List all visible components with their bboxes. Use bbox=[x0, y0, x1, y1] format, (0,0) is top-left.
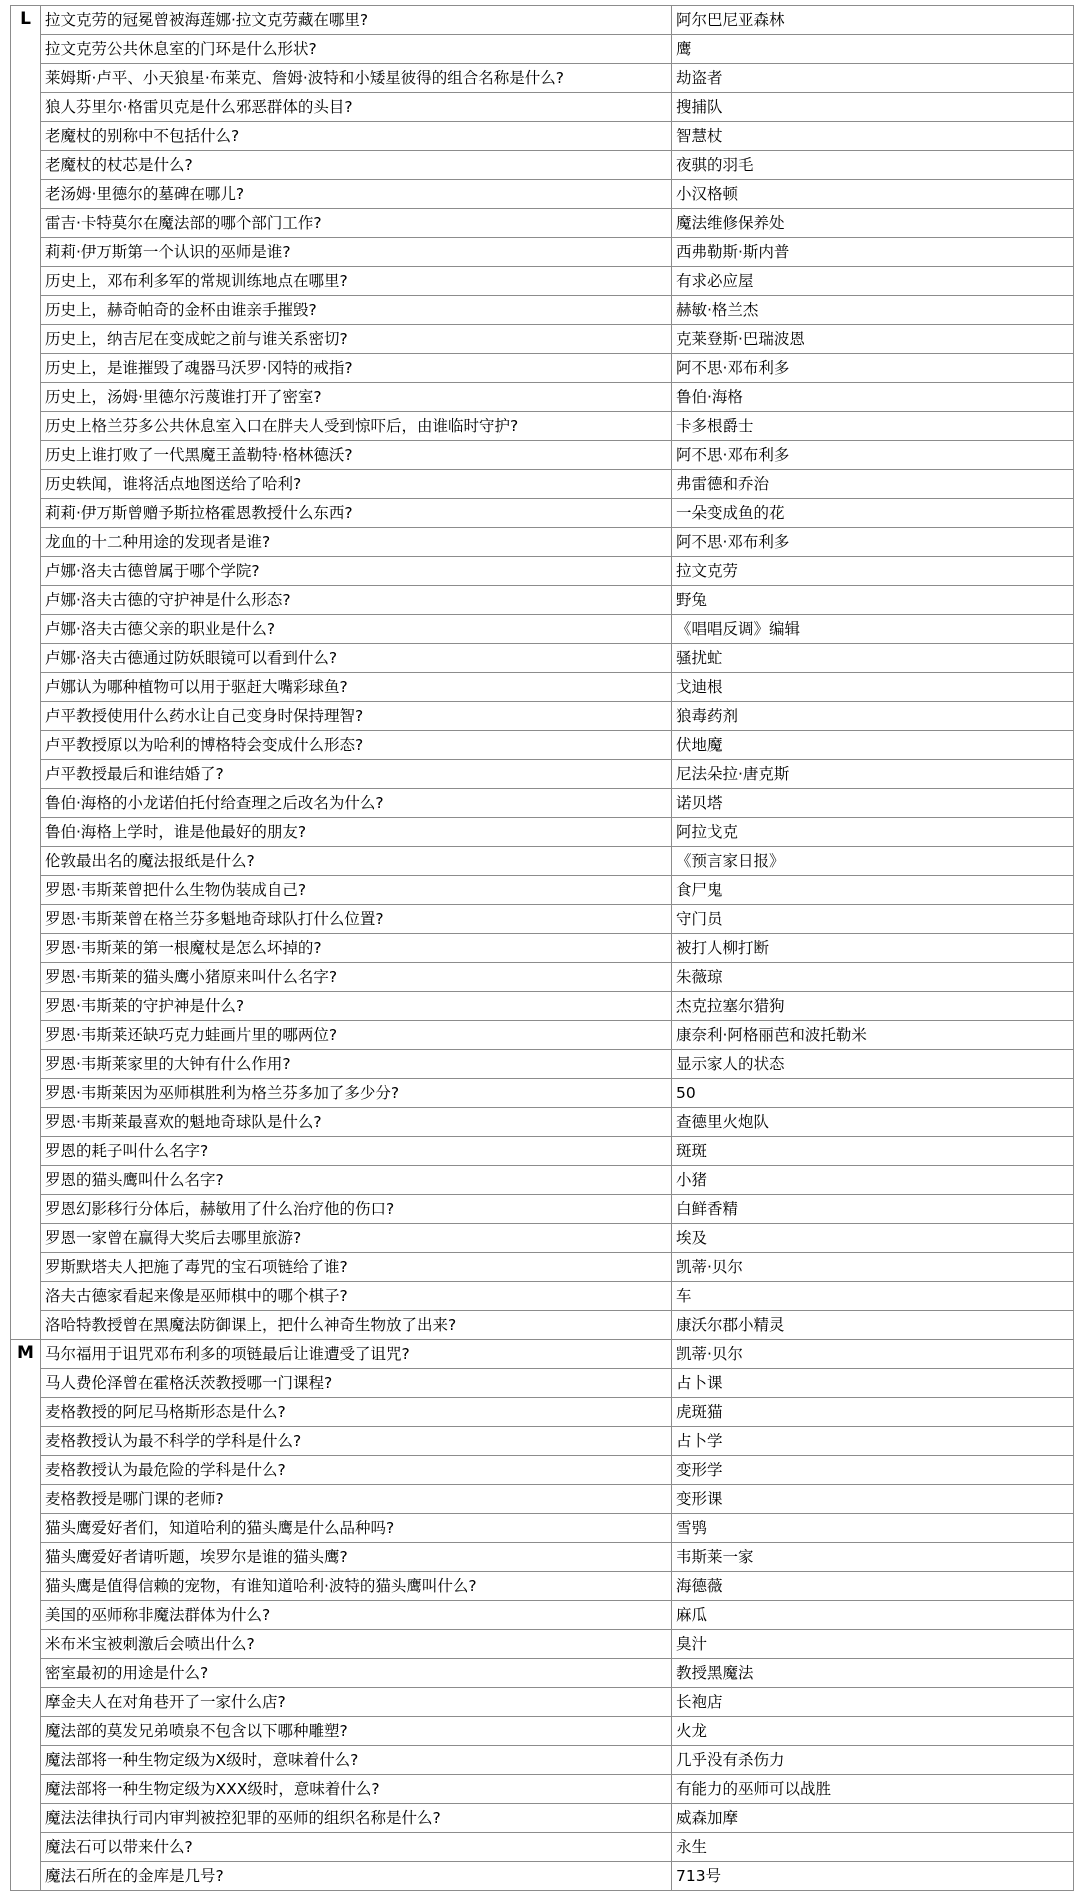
table-row bbox=[11, 847, 1074, 876]
answer-cell: 长袍店 bbox=[672, 1688, 1074, 1717]
question-cell: 麦格教授的阿尼马格斯形态是什么? bbox=[41, 1398, 672, 1427]
table-row bbox=[11, 1746, 1074, 1775]
answer-cell: 被打人柳打断 bbox=[672, 934, 1074, 963]
question-cell: 历史上谁打败了一代黑魔王盖勒特·格林德沃? bbox=[41, 441, 672, 470]
table-row bbox=[11, 180, 1074, 209]
table-row bbox=[11, 1369, 1074, 1398]
question-cell: 罗恩·韦斯莱的猫头鹰小猪原来叫什么名字? bbox=[41, 963, 672, 992]
answer-cell: 食尸鬼 bbox=[672, 876, 1074, 905]
table-row bbox=[11, 1050, 1074, 1079]
question-cell: 魔法石可以带来什么? bbox=[41, 1833, 672, 1862]
table-row bbox=[11, 441, 1074, 470]
table-row bbox=[11, 238, 1074, 267]
table-row bbox=[11, 412, 1074, 441]
question-cell: 卢娜·洛夫古德通过防妖眼镜可以看到什么? bbox=[41, 644, 672, 673]
table-row bbox=[11, 267, 1074, 296]
question-cell: 历史上格兰芬多公共休息室入口在胖夫人受到惊吓后，由谁临时守护? bbox=[41, 412, 672, 441]
section-letter: M bbox=[11, 1340, 41, 1891]
question-cell: 老魔杖的别称中不包括什么? bbox=[41, 122, 672, 151]
table-row bbox=[11, 1311, 1074, 1340]
question-cell: 洛哈特教授曾在黑魔法防御课上，把什么神奇生物放了出来? bbox=[41, 1311, 672, 1340]
question-cell: 罗斯默塔夫人把施了毒咒的宝石项链给了谁? bbox=[41, 1253, 672, 1282]
answer-cell: 变形学 bbox=[672, 1456, 1074, 1485]
question-cell: 麦格教授认为最不科学的学科是什么? bbox=[41, 1427, 672, 1456]
table-row bbox=[11, 93, 1074, 122]
answer-cell: 阿不思·邓布利多 bbox=[672, 354, 1074, 383]
question-cell: 罗恩·韦斯莱的第一根魔杖是怎么坏掉的? bbox=[41, 934, 672, 963]
answer-cell: 占卜课 bbox=[672, 1369, 1074, 1398]
table-row bbox=[11, 122, 1074, 151]
table-row bbox=[11, 209, 1074, 238]
table-row bbox=[11, 528, 1074, 557]
question-cell: 卢平教授原以为哈利的博格特会变成什么形态? bbox=[41, 731, 672, 760]
answer-cell: 赫敏·格兰杰 bbox=[672, 296, 1074, 325]
table-row bbox=[11, 1485, 1074, 1514]
table-row bbox=[11, 151, 1074, 180]
question-cell: 罗恩·韦斯莱的守护神是什么? bbox=[41, 992, 672, 1021]
question-cell: 拉文克劳的冠冕曾被海莲娜·拉文克劳藏在哪里? bbox=[41, 6, 672, 35]
table-row bbox=[11, 1108, 1074, 1137]
answer-cell: 西弗勒斯·斯内普 bbox=[672, 238, 1074, 267]
table-row bbox=[11, 1427, 1074, 1456]
answer-cell: 智慧杖 bbox=[672, 122, 1074, 151]
question-cell: 美国的巫师称非魔法群体为什么? bbox=[41, 1601, 672, 1630]
answer-cell: 查德里火炮队 bbox=[672, 1108, 1074, 1137]
table-row bbox=[11, 470, 1074, 499]
table-row bbox=[11, 876, 1074, 905]
table-row bbox=[11, 1398, 1074, 1427]
table-row bbox=[11, 818, 1074, 847]
answer-cell: 臭汁 bbox=[672, 1630, 1074, 1659]
answer-cell: 鹰 bbox=[672, 35, 1074, 64]
question-cell: 麦格教授是哪门课的老师? bbox=[41, 1485, 672, 1514]
question-cell: 马尔福用于诅咒邓布利多的项链最后让谁遭受了诅咒? bbox=[41, 1340, 672, 1369]
answer-cell: 威森加摩 bbox=[672, 1804, 1074, 1833]
question-cell: 莉莉·伊万斯曾赠予斯拉格霍恩教授什么东西? bbox=[41, 499, 672, 528]
answer-cell: 戈迪根 bbox=[672, 673, 1074, 702]
answer-cell: 魔法维修保养处 bbox=[672, 209, 1074, 238]
question-cell: 历史上，汤姆·里德尔污蔑谁打开了密室? bbox=[41, 383, 672, 412]
table-row bbox=[11, 1514, 1074, 1543]
answer-cell: 阿尔巴尼亚森林 bbox=[672, 6, 1074, 35]
question-cell: 拉文克劳公共休息室的门环是什么形状? bbox=[41, 35, 672, 64]
quiz-table-body bbox=[11, 6, 1074, 1891]
question-cell: 老汤姆·里德尔的墓碑在哪儿? bbox=[41, 180, 672, 209]
answer-cell: 康沃尔郡小精灵 bbox=[672, 1311, 1074, 1340]
answer-cell: 阿不思·邓布利多 bbox=[672, 441, 1074, 470]
table-row bbox=[11, 1630, 1074, 1659]
answer-cell: 狼毒药剂 bbox=[672, 702, 1074, 731]
question-cell: 密室最初的用途是什么? bbox=[41, 1659, 672, 1688]
question-cell: 鲁伯·海格的小龙诺伯托付给查理之后改名为什么? bbox=[41, 789, 672, 818]
question-cell: 罗恩·韦斯莱因为巫师棋胜利为格兰芬多加了多少分? bbox=[41, 1079, 672, 1108]
table-row bbox=[11, 1862, 1074, 1891]
answer-cell: 一朵变成鱼的花 bbox=[672, 499, 1074, 528]
answer-cell: 麻瓜 bbox=[672, 1601, 1074, 1630]
table-row bbox=[11, 1833, 1074, 1862]
section-letter: L bbox=[11, 6, 41, 1340]
answer-cell: 有求必应屋 bbox=[672, 267, 1074, 296]
question-cell: 历史上，邓布利多军的常规训练地点在哪里? bbox=[41, 267, 672, 296]
question-cell: 卢平教授使用什么药水让自己变身时保持理智? bbox=[41, 702, 672, 731]
answer-cell: 海德薇 bbox=[672, 1572, 1074, 1601]
table-row bbox=[11, 1224, 1074, 1253]
answer-cell: 阿拉戈克 bbox=[672, 818, 1074, 847]
answer-cell: 永生 bbox=[672, 1833, 1074, 1862]
answer-cell: 守门员 bbox=[672, 905, 1074, 934]
question-cell: 莉莉·伊万斯第一个认识的巫师是谁? bbox=[41, 238, 672, 267]
answer-cell: 车 bbox=[672, 1282, 1074, 1311]
answer-cell: 几乎没有杀伤力 bbox=[672, 1746, 1074, 1775]
answer-cell: 阿不思·邓布利多 bbox=[672, 528, 1074, 557]
question-cell: 莱姆斯·卢平、小天狼星·布莱克、詹姆·波特和小矮星彼得的组合名称是什么? bbox=[41, 64, 672, 93]
table-row bbox=[11, 1253, 1074, 1282]
table-row bbox=[11, 1659, 1074, 1688]
table-row bbox=[11, 731, 1074, 760]
answer-cell: 凯蒂·贝尔 bbox=[672, 1340, 1074, 1369]
question-cell: 卢娜·洛夫古德的守护神是什么形态? bbox=[41, 586, 672, 615]
answer-cell: 诺贝塔 bbox=[672, 789, 1074, 818]
table-row bbox=[11, 1456, 1074, 1485]
question-cell: 魔法部将一种生物定级为X级时，意味着什么? bbox=[41, 1746, 672, 1775]
table-row bbox=[11, 6, 1074, 35]
question-cell: 罗恩·韦斯莱家里的大钟有什么作用? bbox=[41, 1050, 672, 1079]
table-row bbox=[11, 557, 1074, 586]
answer-cell: 变形课 bbox=[672, 1485, 1074, 1514]
question-cell: 罗恩·韦斯莱最喜欢的魁地奇球队是什么? bbox=[41, 1108, 672, 1137]
table-row bbox=[11, 1543, 1074, 1572]
table-row bbox=[11, 1340, 1074, 1369]
question-cell: 罗恩一家曾在赢得大奖后去哪里旅游? bbox=[41, 1224, 672, 1253]
table-row bbox=[11, 499, 1074, 528]
answer-cell: 雪鸮 bbox=[672, 1514, 1074, 1543]
answer-cell: 搜捕队 bbox=[672, 93, 1074, 122]
table-row bbox=[11, 934, 1074, 963]
question-cell: 伦敦最出名的魔法报纸是什么? bbox=[41, 847, 672, 876]
answer-cell: 卡多根爵士 bbox=[672, 412, 1074, 441]
answer-cell: 克莱登斯·巴瑞波恩 bbox=[672, 325, 1074, 354]
table-row bbox=[11, 64, 1074, 93]
table-row bbox=[11, 702, 1074, 731]
question-cell: 摩金夫人在对角巷开了一家什么店? bbox=[41, 1688, 672, 1717]
answer-cell: 拉文克劳 bbox=[672, 557, 1074, 586]
answer-cell: 杰克拉塞尔猎狗 bbox=[672, 992, 1074, 1021]
table-row bbox=[11, 1601, 1074, 1630]
question-cell: 魔法部的莫发兄弟喷泉不包含以下哪种雕塑? bbox=[41, 1717, 672, 1746]
table-row bbox=[11, 296, 1074, 325]
table-row bbox=[11, 354, 1074, 383]
question-cell: 罗恩的猫头鹰叫什么名字? bbox=[41, 1166, 672, 1195]
table-row bbox=[11, 1572, 1074, 1601]
answer-cell: 朱薇琼 bbox=[672, 963, 1074, 992]
answer-cell: 康奈利·阿格丽芭和波托勒米 bbox=[672, 1021, 1074, 1050]
question-cell: 魔法部将一种生物定级为XXX级时，意味着什么? bbox=[41, 1775, 672, 1804]
question-cell: 历史上，纳吉尼在变成蛇之前与谁关系密切? bbox=[41, 325, 672, 354]
question-cell: 罗恩幻影移行分体后，赫敏用了什么治疗他的伤口? bbox=[41, 1195, 672, 1224]
answer-cell: 尼法朵拉·唐克斯 bbox=[672, 760, 1074, 789]
table-row bbox=[11, 586, 1074, 615]
answer-cell: 显示家人的状态 bbox=[672, 1050, 1074, 1079]
table-row bbox=[11, 1688, 1074, 1717]
question-cell: 卢娜·洛夫古德父亲的职业是什么? bbox=[41, 615, 672, 644]
answer-cell: 占卜学 bbox=[672, 1427, 1074, 1456]
question-cell: 老魔杖的杖芯是什么? bbox=[41, 151, 672, 180]
answer-cell: 713号 bbox=[672, 1862, 1074, 1891]
question-cell: 罗恩的耗子叫什么名字? bbox=[41, 1137, 672, 1166]
answer-cell: 鲁伯·海格 bbox=[672, 383, 1074, 412]
answer-cell: 火龙 bbox=[672, 1717, 1074, 1746]
answer-cell: 伏地魔 bbox=[672, 731, 1074, 760]
table-row bbox=[11, 1195, 1074, 1224]
table-row bbox=[11, 1717, 1074, 1746]
question-cell: 狼人芬里尔·格雷贝克是什么邪恶群体的头目? bbox=[41, 93, 672, 122]
table-row bbox=[11, 963, 1074, 992]
question-cell: 鲁伯·海格上学时，谁是他最好的朋友? bbox=[41, 818, 672, 847]
table-row bbox=[11, 325, 1074, 354]
question-cell: 罗恩·韦斯莱还缺巧克力蛙画片里的哪两位? bbox=[41, 1021, 672, 1050]
question-cell: 猫头鹰爱好者们，知道哈利的猫头鹰是什么品种吗? bbox=[41, 1514, 672, 1543]
answer-cell: 韦斯莱一家 bbox=[672, 1543, 1074, 1572]
question-cell: 洛夫古德家看起来像是巫师棋中的哪个棋子? bbox=[41, 1282, 672, 1311]
question-cell: 麦格教授认为最危险的学科是什么? bbox=[41, 1456, 672, 1485]
answer-cell: 凯蒂·贝尔 bbox=[672, 1253, 1074, 1282]
answer-cell: 劫盗者 bbox=[672, 64, 1074, 93]
question-cell: 历史上，赫奇帕奇的金杯由谁亲手摧毁? bbox=[41, 296, 672, 325]
answer-cell: 骚扰虻 bbox=[672, 644, 1074, 673]
answer-cell: 斑斑 bbox=[672, 1137, 1074, 1166]
question-cell: 卢娜·洛夫古德曾属于哪个学院? bbox=[41, 557, 672, 586]
quiz-sheet bbox=[10, 5, 1073, 1891]
table-row bbox=[11, 1079, 1074, 1108]
answer-cell: 白鲜香精 bbox=[672, 1195, 1074, 1224]
question-cell: 猫头鹰爱好者请听题，埃罗尔是谁的猫头鹰? bbox=[41, 1543, 672, 1572]
table-row bbox=[11, 644, 1074, 673]
answer-cell: 埃及 bbox=[672, 1224, 1074, 1253]
table-row bbox=[11, 1282, 1074, 1311]
table-row bbox=[11, 1804, 1074, 1833]
question-cell: 罗恩·韦斯莱曾把什么生物伪装成自己? bbox=[41, 876, 672, 905]
answer-cell: 有能力的巫师可以战胜 bbox=[672, 1775, 1074, 1804]
answer-cell: 小猪 bbox=[672, 1166, 1074, 1195]
question-cell: 马人费伦泽曾在霍格沃茨教授哪一门课程? bbox=[41, 1369, 672, 1398]
question-cell: 魔法法律执行司内审判被控犯罪的巫师的组织名称是什么? bbox=[41, 1804, 672, 1833]
table-row bbox=[11, 992, 1074, 1021]
table-row bbox=[11, 615, 1074, 644]
table-row bbox=[11, 1021, 1074, 1050]
quiz-table bbox=[10, 5, 1074, 1891]
question-cell: 罗恩·韦斯莱曾在格兰芬多魁地奇球队打什么位置? bbox=[41, 905, 672, 934]
table-row bbox=[11, 1137, 1074, 1166]
table-row bbox=[11, 383, 1074, 412]
answer-cell: 小汉格顿 bbox=[672, 180, 1074, 209]
answer-cell: 《唱唱反调》编辑 bbox=[672, 615, 1074, 644]
question-cell: 卢平教授最后和谁结婚了? bbox=[41, 760, 672, 789]
table-row bbox=[11, 789, 1074, 818]
answer-cell: 50 bbox=[672, 1079, 1074, 1108]
table-row bbox=[11, 905, 1074, 934]
table-row bbox=[11, 1775, 1074, 1804]
question-cell: 龙血的十二种用途的发现者是谁? bbox=[41, 528, 672, 557]
answer-cell: 《预言家日报》 bbox=[672, 847, 1074, 876]
question-cell: 卢娜认为哪种植物可以用于驱赶大嘴彩球鱼? bbox=[41, 673, 672, 702]
question-cell: 猫头鹰是值得信赖的宠物，有谁知道哈利·波特的猫头鹰叫什么? bbox=[41, 1572, 672, 1601]
table-row bbox=[11, 673, 1074, 702]
question-cell: 魔法石所在的金库是几号? bbox=[41, 1862, 672, 1891]
table-row bbox=[11, 35, 1074, 64]
question-cell: 历史轶闻，谁将活点地图送给了哈利? bbox=[41, 470, 672, 499]
table-row bbox=[11, 1166, 1074, 1195]
question-cell: 米布米宝被刺激后会喷出什么? bbox=[41, 1630, 672, 1659]
answer-cell: 夜骐的羽毛 bbox=[672, 151, 1074, 180]
question-cell: 雷吉·卡特莫尔在魔法部的哪个部门工作? bbox=[41, 209, 672, 238]
question-cell: 历史上，是谁摧毁了魂器马沃罗·冈特的戒指? bbox=[41, 354, 672, 383]
answer-cell: 教授黑魔法 bbox=[672, 1659, 1074, 1688]
table-row bbox=[11, 760, 1074, 789]
answer-cell: 虎斑猫 bbox=[672, 1398, 1074, 1427]
answer-cell: 野兔 bbox=[672, 586, 1074, 615]
answer-cell: 弗雷德和乔治 bbox=[672, 470, 1074, 499]
